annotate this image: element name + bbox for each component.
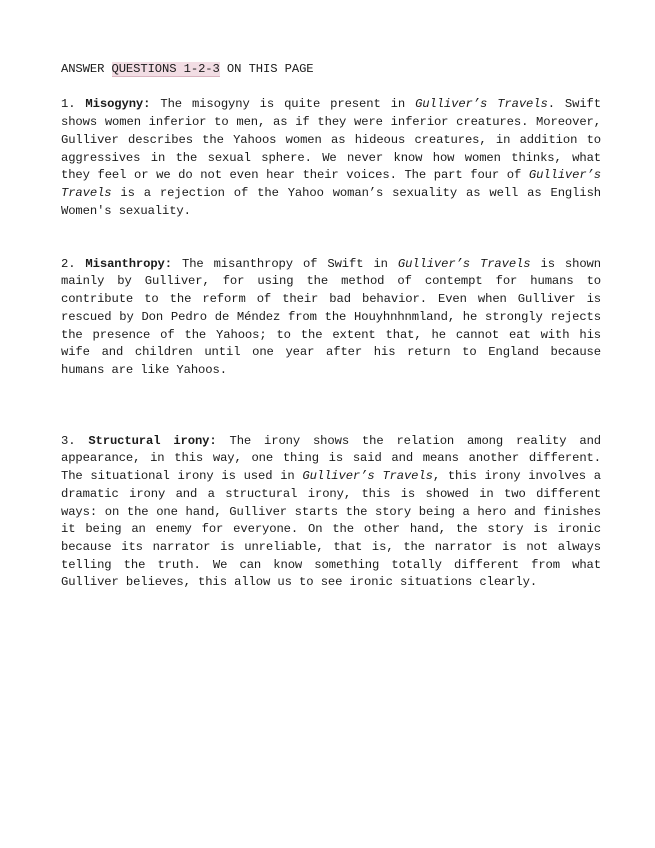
answer-text: is a rejection of the Yahoo woman’s sexuality as well as English Women's sexuality. [61,185,601,218]
page-heading [61,61,601,79]
document-page [61,61,601,592]
book-title: Gulliver’s Travels [61,168,601,200]
heading-suffix: ON THIS PAGE [219,62,314,76]
book-title: Gulliver’s Travels [397,256,531,271]
answer-term: Misanthropy: [85,256,172,271]
answer-number: 3. [61,433,89,448]
answer-term: Structural irony: [88,433,217,448]
answer-term: Misogyny: [85,97,151,112]
book-title: Gulliver’s Travels [415,97,548,112]
book-title: Gulliver’s Travels [302,469,433,484]
answer-1 [61,96,601,220]
heading-prefix: ANSWER [61,62,112,76]
answer-text: is shown mainly by Gulliver, for using the method of contempt for humans to contribute to the reform of their bad behavior. Even when Gulliver is rescued by Don Pedro de Méndez from the Houyhnhnmland, he strongly rejects the presence of the Yahoos; to the extent that, he cannot eat with his wife and children until one year after his return to England because humans are like Yahoos. [61,256,601,377]
heading-highlight: QUESTIONS 1-2-3 [111,62,220,76]
answer-text: The misanthropy of Swift in [172,256,398,271]
answer-number: 2. [61,256,86,271]
answer-text: The irony shows the relation among reality and appearance, in this way, one thing is said and means another different. The situational irony is used in [61,433,601,484]
answer-number: 1. [61,97,86,112]
answer-2 [61,256,601,380]
answer-3 [61,433,601,592]
answer-text: , this irony involves a dramatic irony and a structural irony, this is showed in two different ways: on the one hand, Gulliver starts the story being a hero and finishes it being an enemy for everyone. On the other hand, the story is ironic because its narrator is unreliable, that is, the narrator is not always telling the truth. We can know something totally different from what Gulliver believes, this allow us to see ironic situations clearly. [61,469,601,590]
answer-text: . Swift shows women inferior to men, as if they were inferior creatures. Moreover, Gulliver describes the Yahoos women as hideous creatures, in addition to aggressives in the sexual sphere. We never know how women thinks, what they feel or we do not even hear their voices. The part four of [61,97,601,183]
answer-text: The misogyny is quite present in [150,97,416,112]
